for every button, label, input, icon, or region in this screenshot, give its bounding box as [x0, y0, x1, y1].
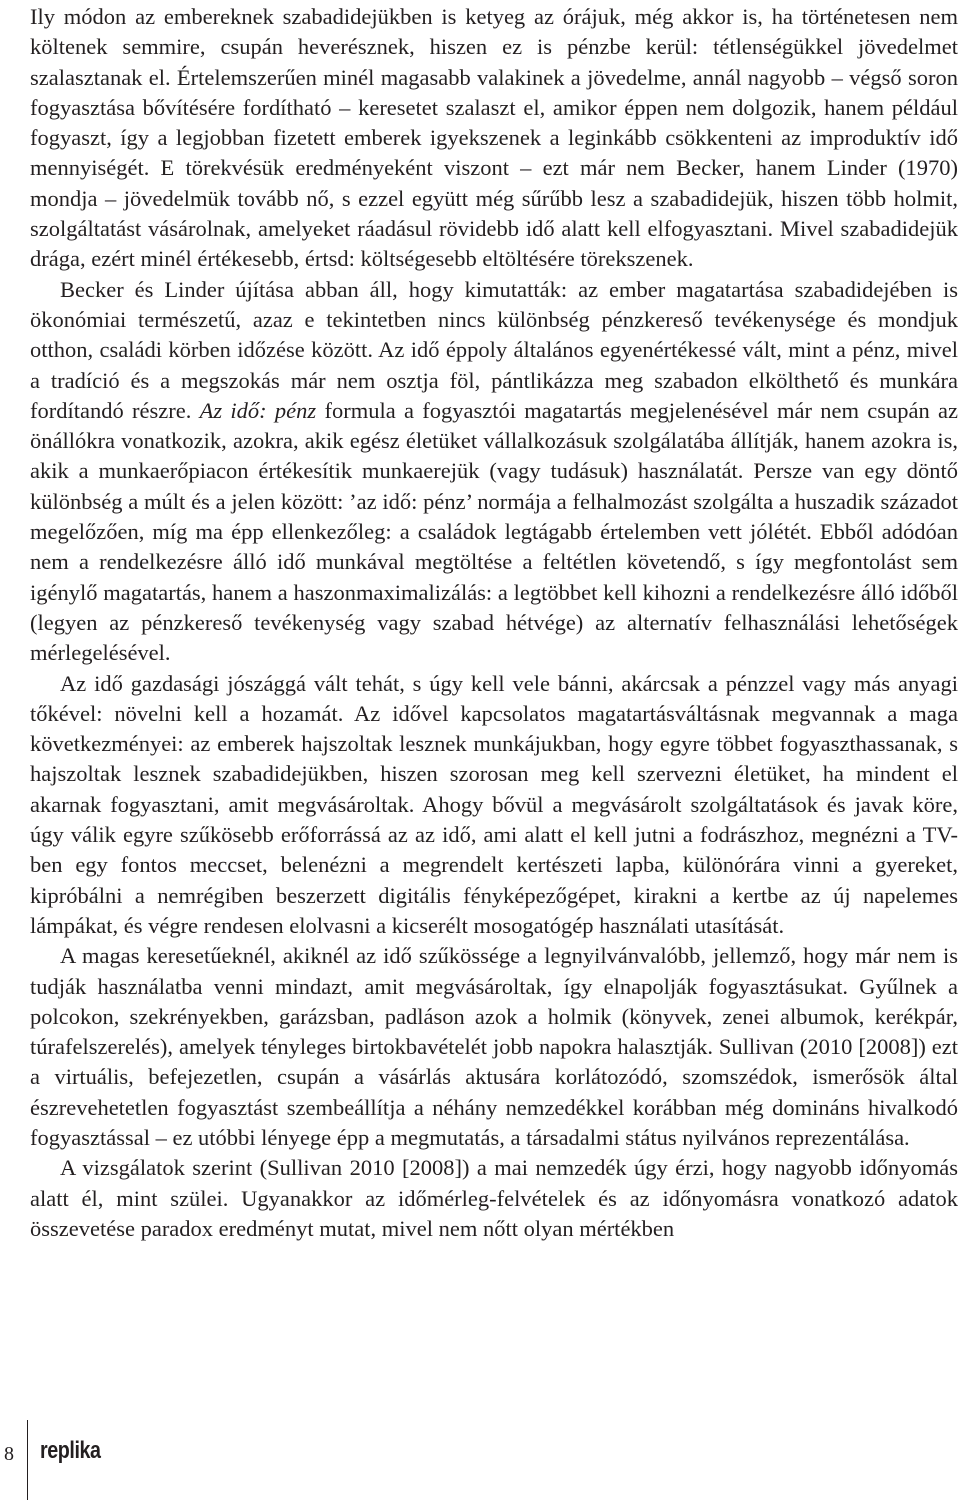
paragraph [30, 1153, 958, 1244]
paragraph [30, 275, 958, 669]
paragraph-text: Az idő gazdasági jószággá vált tehát, s úgy kell vele bánni, akárcsak a pénzzel vagy más anyagi tőkével: növelni kell a hozamát. Az idővel kapcsolatos magatartásváltásnak megvannak a maga következményei: az emberek hajszoltak lesznek munkájukban, hogy egyre többet fogyaszthassanak, s hajszoltak lesznek szabadidejükben, hiszen szorosan meg kell szervezni életüket, ha mindent el akarnak fogyasztani, amit megvásároltak. Ahogy bővül a megvásárolt szolgáltatások és javak köre, úgy válik egyre szűkösebb erőforrássá az az idő, ami alatt el kell jutni a fodrászhoz, megnézni a TV-ben egy fontos meccset, belenézni a megrendelt kertészeti lapba, különórára vinni a gyereket, kipróbálni a nemrégiben beszerzett digitális fényképezőgépet, kirakni a kertbe az új napelemes lámpákat, és végre rendesen elolvasni a kicserélt mosogatógép használati utasítását. [30, 670, 958, 938]
page-footer [0, 1420, 960, 1502]
paragraph [30, 669, 958, 942]
paragraph-text: A magas keresetűeknél, akiknél az idő szűkössége a legnyilvánvalóbb, jellemző, hogy már nem is tudják használatba venni mindazt, amit megvásároltak, így elnapolják fogyasztásukat. Gyűlnek a polcokon, szekrényekben, garázsban, padláson azok a holmik (könyvek, zenei albumok, kerékpár, túrafelszerelés), amelyek tényleges birtokbavételét jobb napokra halasztják. Sullivan (2010 [2008]) ezt a virtuális, befejezetlen, csupán a vásárlás aktusára korlátozódó, szomszédok, ismerősök által észrevehetetlen fogyasztást szembeállítja a néhány nemzedékkel korábban még domináns hivalkodó fogyasztással – ez utóbbi lényege épp a megmutatás, a társadalmi státus nyilvános reprezentálása. [30, 943, 958, 1150]
paragraph-text: Ily módon az embereknek szabadidejükben is ketyeg az órájuk, még akkor is, ha történetesen nem költenek semmire, csupán heverésznek, hiszen ez is pénzbe kerül: tétlenségükkel jövedelmet szalasztanak el. Értelemszerűen minél magasabb valakinek a jövedelme, annál nagyobb – végső soron fogyasztása bővítésére fordítható – keresetet szalaszt el, amikor éppen nem dolgozik, hanem például fogyaszt, így a legjobban fizetett emberek igyekszenek a leginkább csökkenteni az improduktív idő mennyiségét. E törekvésük eredményeként viszont – ezt már nem Becker, hanem Linder (1970) mondja – jövedelmük tovább nő, s ezzel együtt még sűrűbb lesz a szabadidejük, hiszen több holmit, szolgáltatást vásárolnak, amelyeket ráadásul rövidebb idő alatt kell elfogyasztani. Mivel szabadidejük drága, ezért minél értékesebb, értsd: költségesebb eltöltésére törekszenek. [30, 4, 958, 272]
paragraph-text: formula a fogyasztói magatartás megjelenésével már nem csupán az önállókra vonatkozik, azokra, akik egész életüket vállalkozásuk szolgálatába állítják, hanem azokra is, akik a munkaerőpiacon értékesítik munkaerejük (vagy tudásuk) használatát. Persze van egy döntő különbség a múlt és a jelen között: ’az idő: pénz’ normája a felhalmozást szolgálta a huszadik századot megelőzően, míg ma épp ellenkezőleg: a családok legtágabb értelemben vett jólétét. Ebből adódóan nem a rendelkezésre álló idő munkával megtöltése a feltétlen követendő, s így megfontolást sem igénylő magatartás, hanem a haszonmaximalizálás: a legtöbbet kell kihozni a rendelkezésre álló időből (legyen az pénzkereső tevékenység vagy szabad hétvége) az alternatív felhasználási lehetőségek mérlegelésével. [30, 397, 958, 666]
italic-phrase: Az idő: pénz [199, 397, 317, 423]
article-body [30, 2, 958, 1244]
journal-logo: replika [40, 1437, 101, 1464]
paragraph [30, 941, 958, 1153]
paragraph [30, 2, 958, 275]
paragraph-text: A vizsgálatok szerint (Sullivan 2010 [2008]) a mai nemzedék úgy érzi, hogy nagyobb időnyomás alatt él, mint szülei. Ugyanakkor az időmérleg-felvételek és az időnyomásra vonatkozó adatok összevetése paradox eredményt mutat, mivel nem nőtt olyan mértékben [30, 1155, 958, 1241]
footer-divider [27, 1420, 28, 1500]
paragraph-text: Becker és Linder újítása abban áll, hogy kimutatták: az ember magatartása szabadidejében is ökonómiai természetű, azaz e tekintetben nincs különbség pénzkereső tevékenysége és mondjuk otthon, családi körben időzése között. Az idő éppoly általános egyenértékessé vált, mint a pénz, mivel a tradíció és a megszokás már nem osztja föl, pántlikázza meg szabadon elkölthető és munkára fordítandó részre. [30, 276, 958, 423]
page-number: 8 [4, 1443, 14, 1465]
